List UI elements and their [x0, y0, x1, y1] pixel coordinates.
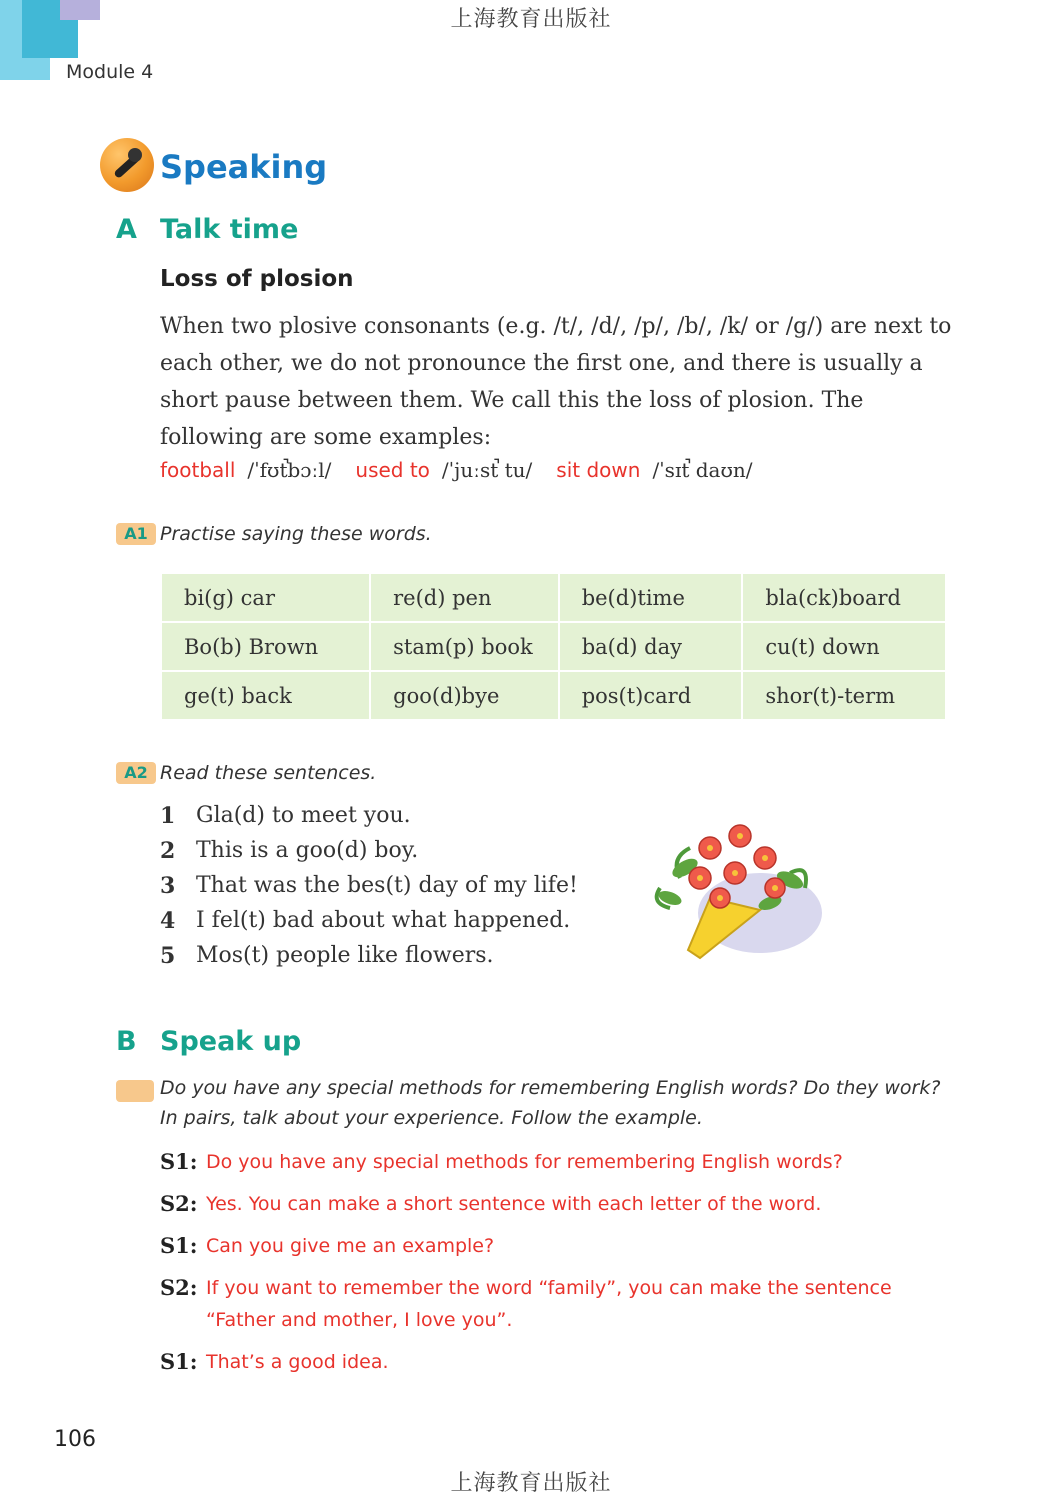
table-cell: pos(t)card	[559, 671, 743, 720]
dialogue-line	[160, 1188, 960, 1220]
subheading: Loss of plosion	[160, 266, 354, 292]
table-cell: shor(t)-term	[742, 671, 946, 720]
microphone-icon	[100, 138, 154, 192]
table-cell: re(d) pen	[370, 573, 559, 622]
table-cell: goo(d)bye	[370, 671, 559, 720]
list-item	[160, 903, 578, 938]
a2-instruction: Read these sentences.	[160, 762, 377, 784]
dialogue-line	[160, 1346, 960, 1378]
example-word: football	[160, 458, 236, 482]
flower-bouquet-illustration	[640, 818, 830, 968]
section-b-title: Speak up	[160, 1026, 302, 1057]
header-publisher: 上海教育出版社	[450, 7, 612, 32]
dialogue-line	[160, 1230, 960, 1262]
speaker-label: S1:	[160, 1149, 198, 1174]
table-row	[161, 573, 946, 622]
list-item	[160, 868, 578, 903]
sentence-number: 4	[160, 907, 176, 934]
speaker-label: S1:	[160, 1349, 198, 1374]
sentence-text: Gla(d) to meet you.	[196, 803, 411, 828]
dialogue-line	[160, 1146, 960, 1178]
a2-tag: A2	[116, 762, 156, 784]
list-item	[160, 938, 578, 973]
utterance: That’s a good idea.	[206, 1351, 389, 1373]
page-number: 106	[54, 1427, 96, 1452]
example-list	[160, 458, 776, 488]
sentence-list	[160, 798, 578, 973]
utterance: If you want to remember the word “family”, you can make the sentence “Father and mother, I love you”.	[206, 1277, 892, 1331]
sentence-text: Mos(t) people like flowers.	[196, 943, 494, 968]
explanation-paragraph: When two plosive consonants (e.g. /t/, /d/, /p/, /b/, /k/ or /g/) are next to each other, we do not pronounce the first one, and there is usually a short pause between them. We call this the loss of plosion. The following are some examples:	[160, 314, 952, 450]
table-cell: be(d)time	[559, 573, 743, 622]
sentence-text: This is a goo(d) boy.	[196, 838, 419, 863]
speaking-title: Speaking	[160, 148, 328, 186]
sentence-text: That was the bes(t) day of my life!	[196, 873, 578, 898]
example-word: sit down	[556, 458, 641, 482]
a1-instruction: Practise saying these words.	[160, 523, 432, 545]
section-a-letter: A	[116, 214, 137, 245]
a1-tag: A1	[116, 523, 156, 545]
example-ipa: /ˈsɪt̚ daʊn/	[652, 458, 753, 482]
section-a-title: Talk time	[160, 214, 299, 245]
list-item	[160, 798, 578, 833]
sentence-number: 2	[160, 837, 176, 864]
table-cell: ba(d) day	[559, 622, 743, 671]
table-cell: ge(t) back	[161, 671, 370, 720]
practice-word-table	[160, 572, 947, 721]
section-b-letter: B	[116, 1026, 137, 1057]
sentence-number: 3	[160, 872, 176, 899]
sentence-text: I fel(t) bad about what happened.	[196, 908, 571, 933]
sentence-number: 5	[160, 942, 176, 969]
example-word: used to	[355, 458, 430, 482]
table-cell: cu(t) down	[742, 622, 946, 671]
dialogue-line	[160, 1272, 960, 1336]
table-row	[161, 622, 946, 671]
footer-publisher: 上海教育出版社	[450, 1471, 612, 1496]
utterance: Can you give me an example?	[206, 1235, 495, 1257]
b-instruction-line-2: In pairs, talk about your experience. Follow the example.	[160, 1107, 703, 1129]
speaker-label: S2:	[160, 1191, 198, 1216]
dialogue	[160, 1146, 960, 1388]
table-cell: Bo(b) Brown	[161, 622, 370, 671]
table-cell: bi(g) car	[161, 573, 370, 622]
b-tag	[116, 1080, 154, 1102]
speaker-label: S1:	[160, 1233, 198, 1258]
example-ipa: /ˈjuːst̚ tu/	[441, 458, 533, 482]
table-cell: stam(p) book	[370, 622, 559, 671]
sentence-number: 1	[160, 802, 176, 829]
module-label: Module 4	[66, 61, 154, 83]
utterance: Do you have any special methods for remembering English words?	[206, 1151, 843, 1173]
list-item	[160, 833, 578, 868]
speaker-label: S2:	[160, 1275, 198, 1300]
utterance: Yes. You can make a short sentence with each letter of the word.	[206, 1193, 822, 1215]
example-ipa: /ˈfʊt̚bɔːl/	[247, 458, 332, 482]
table-row	[161, 671, 946, 720]
b-instruction-line-1: Do you have any special methods for remembering English words? Do they work?	[160, 1077, 941, 1099]
table-cell: bla(ck)board	[742, 573, 946, 622]
